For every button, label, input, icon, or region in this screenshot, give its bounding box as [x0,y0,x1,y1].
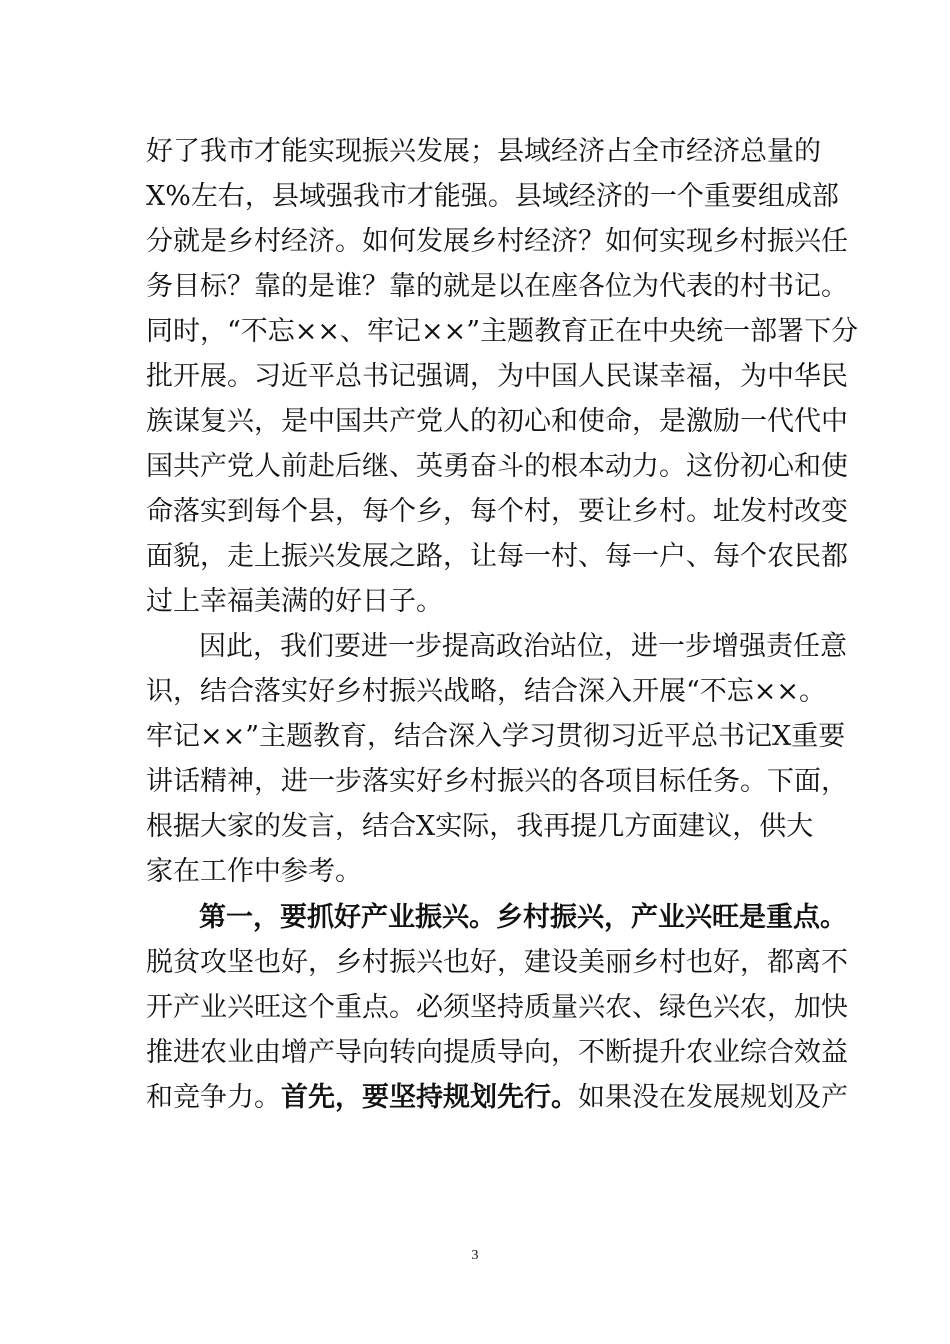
paragraph-line: 开产业兴旺这个重点。必须坚持质量兴农、绿色兴农，加快 [146,992,848,1023]
paragraph-line: 面貌，走上振兴发展之路，让每一村、每一户、每个农民都 [146,541,848,572]
paragraph-line: 牢记××”主题教育，结合深入学习贯彻习近平总书记X重要 [146,721,846,752]
paragraph-line-mixed [146,1078,848,1118]
text-normal: 如果没在发展规划及产 [578,1082,848,1113]
paragraph-line: 族谋复兴，是中国共产党人的初心和使命，是激励一代代中 [146,406,848,437]
paragraph-line: X%左右，县域强我市才能强。县域经济的一个重要组成部 [146,181,839,212]
paragraph-line: 家在工作中参考。 [146,856,362,887]
paragraph-line: 命落实到每个县，每个乡，每个村，要让乡村。址发村改变 [146,496,848,527]
paragraph-line: 识，结合落实好乡村振兴战略，结合深入开展“不忘××。 [146,676,827,707]
paragraph-line: 因此，我们要进一步提高政治站位，进一步增强责任意 [199,631,847,662]
paragraph-line: 分就是乡村经济。如何发展乡村经济？如何实现乡村振兴任 [146,226,848,257]
page-number: 3 [471,1248,479,1263]
section-heading-line: 第一，要抓好产业振兴。乡村振兴，产业兴旺是重点。 [199,902,847,933]
paragraph-line: 批开展。习近平总书记强调，为中国人民谋幸福，为中华民 [146,361,848,392]
paragraph-line: 国共产党人前赴后继、英勇奋斗的根本动力。这份初心和使 [146,451,848,482]
paragraph-line: 务目标？靠的是谁？靠的就是以在座各位为代表的村书记。 [146,271,848,302]
paragraph-line: 同时，“不忘××、牢记××”主题教育正在中央统一部署下分 [146,316,859,347]
paragraph-line: 讲话精神，进一步落实好乡村振兴的各项目标任务。下面， [146,766,848,797]
paragraph-line: 根据大家的发言，结合X实际，我再提几方面建议，供大 [146,811,814,842]
paragraph-line: 过上幸福美满的好日子。 [146,586,443,617]
text-bold: 首先，要坚持规划先行。 [281,1082,578,1113]
paragraph-line: 脱贫攻坚也好，乡村振兴也好，建设美丽乡村也好，都离不 [146,947,848,978]
paragraph-line: 推进农业由增产导向转向提质导向，不断提升农业综合效益 [146,1037,848,1068]
text-normal: 和竞争力。 [146,1082,281,1113]
paragraph-line: 好了我市才能实现振兴发展；县域经济占全市经济总量的 [146,136,821,167]
